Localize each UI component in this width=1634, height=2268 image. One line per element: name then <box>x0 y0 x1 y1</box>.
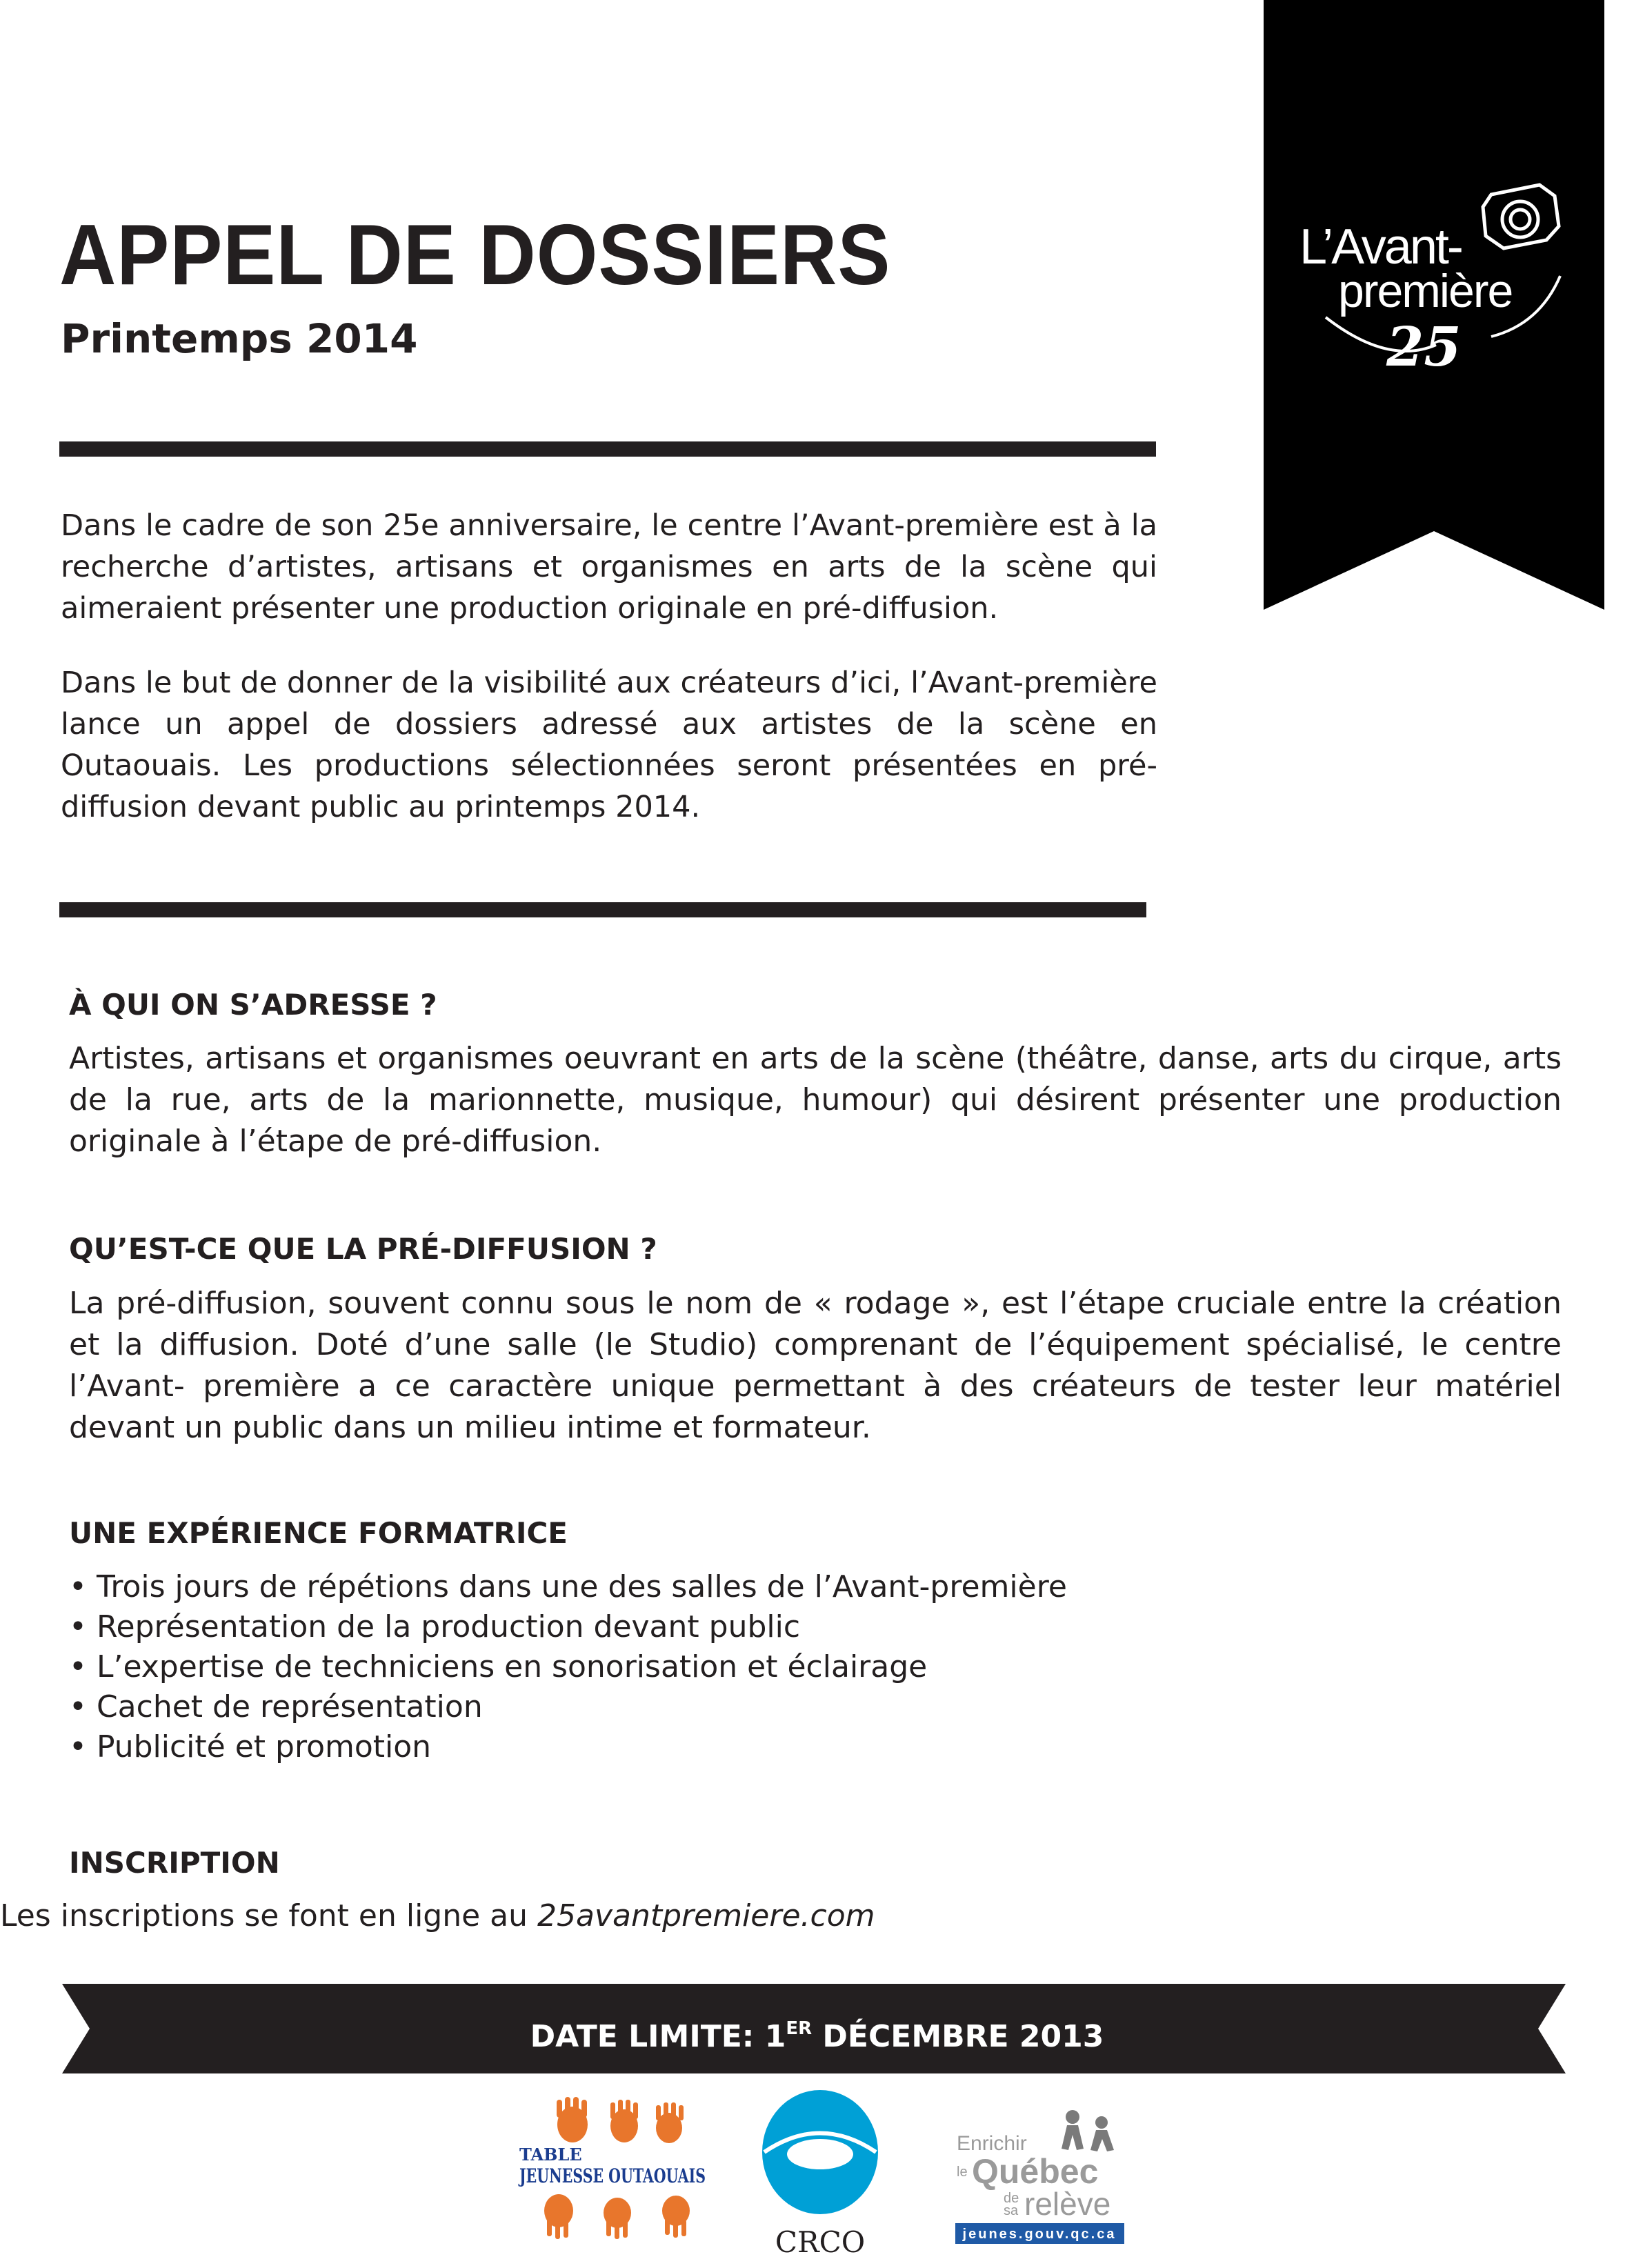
qc-word4: de <box>1004 2191 1019 2206</box>
qc-word6: relève <box>1024 2186 1111 2222</box>
qc-word2: le <box>957 2165 968 2180</box>
deadline-superscript: ER <box>786 2018 813 2039</box>
qc-word1: Enrichir <box>957 2132 1027 2155</box>
inscription-text <box>0 1898 875 1933</box>
intro-paragraph-2: Dans le but de donner de la visibilité aux créateurs d’ici, l’Avant-première lance un appel de dossiers adressé aux artistes de la scène en Outaouais. Les productions sélectionnées seront présentées en pré-diffusion devant public au printemps 2014. <box>61 666 1157 824</box>
deadline-text <box>0 1984 1634 2073</box>
inscription-prefix: Les inscriptions se font en ligne au <box>0 1898 538 1933</box>
section-heading-who: À QUI ON S’ADRESSE ? <box>69 988 437 1022</box>
list-item: • L’expertise de techniciens en sonorisation et éclairage <box>69 1647 1067 1687</box>
crco-label: CRCO <box>775 2225 866 2259</box>
list-item: • Trois jours de répétions dans une des salles de l’Avant-première <box>69 1567 1067 1607</box>
logo-number: 25 <box>1386 316 1462 379</box>
bottom-divider <box>59 902 1146 917</box>
deadline-suffix: DÉCEMBRE 2013 <box>812 2019 1104 2054</box>
section-heading-prediffusion: QU’EST-CE QUE LA PRÉ-DIFFUSION ? <box>69 1232 657 1266</box>
qc-word3: Québec <box>972 2152 1099 2191</box>
qc-url: jeunes.gouv.qc.ca <box>962 2227 1117 2242</box>
crco-logo <box>757 2087 883 2259</box>
deadline-prefix: DATE LIMITE: 1 <box>530 2019 786 2054</box>
website-link[interactable]: 25avantpremiere.com <box>537 1898 875 1933</box>
section-text-prediffusion: La pré-diffusion, souvent connu sous le nom de « rodage », est l’étape cruciale entre la création et la diffusion. Doté d’une salle (le Studio) comprenant de l’équipement spécialisé, le centre l’Avant- première a ce caractère unique permettant à des créateurs de tester leur matériel devant un public dans un milieu intime et formateur. <box>69 1286 1562 1445</box>
list-item: • Cachet de représentation <box>69 1687 1067 1727</box>
anniversary-ribbon-logo <box>1264 0 1604 610</box>
logo-line2: première <box>1338 265 1513 317</box>
section-heading-experience: UNE EXPÉRIENCE FORMATRICE <box>69 1516 568 1550</box>
qc-word5: sa <box>1004 2203 1019 2218</box>
experience-list <box>69 1567 1067 1767</box>
top-divider <box>59 441 1156 457</box>
section-text-who: Artistes, artisans et organismes oeuvrant en arts de la scène (théâtre, danse, arts du cirque, arts de la rue, arts de la marionnette, musique, humour) qui désirent présenter une production originale à l’étape de pré-diffusion. <box>69 1041 1562 1159</box>
list-item: • Publicité et promotion <box>69 1727 1067 1767</box>
table-jeunesse-outaouais-logo <box>507 2097 714 2242</box>
tjo-line2: JEUNESSE OUTAOUAIS <box>517 2165 706 2187</box>
section-heading-inscription: INSCRIPTION <box>69 1846 280 1880</box>
intro-paragraph-1: Dans le cadre de son 25e anniversaire, le centre l’Avant-première est à la recherche d’artistes, artisans et organismes en arts de la scène qui aimeraient présenter une production originale en pré-diffusion. <box>61 508 1157 626</box>
tjo-line1: TABLE <box>519 2145 582 2165</box>
logo-line1: L’Avant- <box>1299 219 1462 275</box>
enrichir-le-quebec-logo <box>955 2107 1124 2245</box>
children-icon <box>1062 2110 1114 2151</box>
page-subtitle: Printemps 2014 <box>61 315 418 362</box>
list-item: • Représentation de la production devant public <box>69 1607 1067 1647</box>
page-title: APPEL DE DOSSIERS <box>59 208 891 303</box>
